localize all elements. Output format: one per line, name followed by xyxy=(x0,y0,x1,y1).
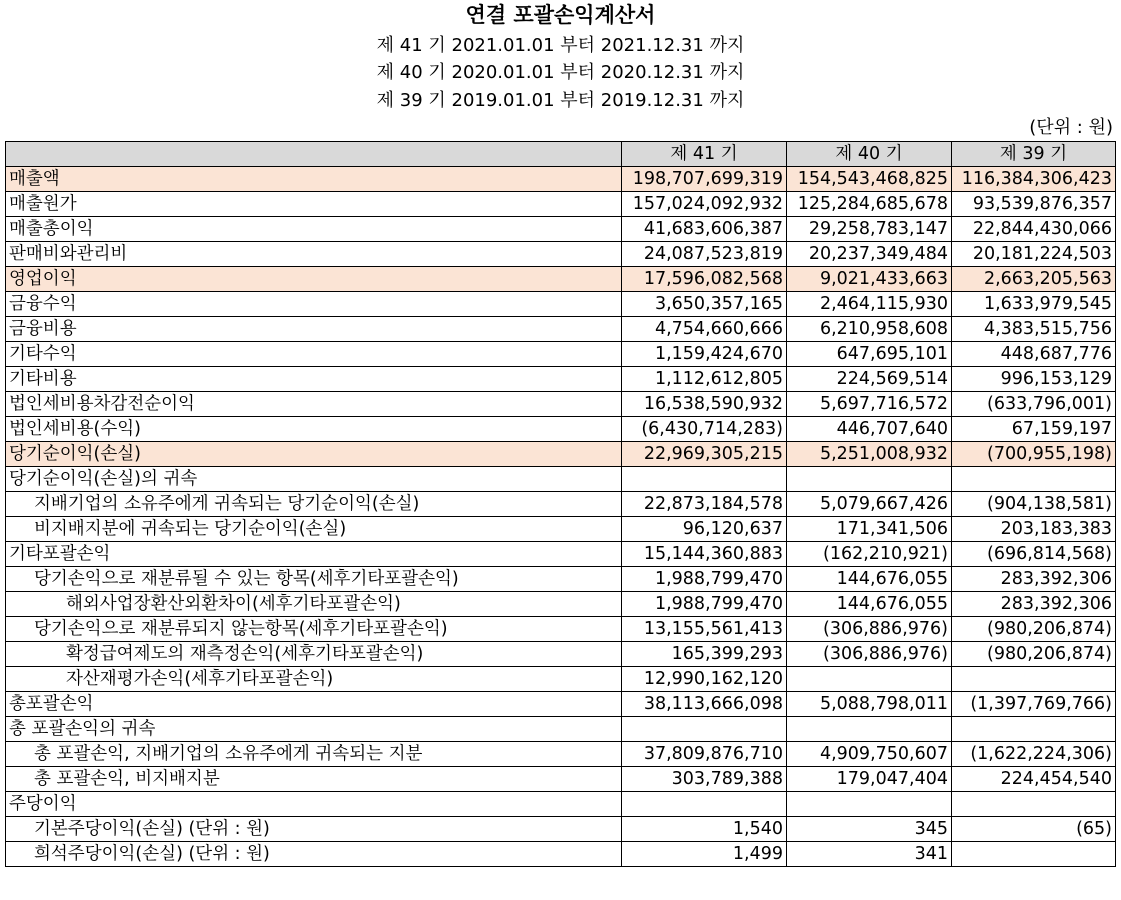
value-cell-41: 17,596,082,568 xyxy=(622,267,787,292)
value-cell-41: 1,499 xyxy=(622,842,787,867)
row-label: 비지배지분에 귀속되는 당기순이익(손실) xyxy=(6,517,622,542)
row-label: 금융수익 xyxy=(6,292,622,317)
value-cell-39: 224,454,540 xyxy=(952,767,1116,792)
value-cell-39: 1,633,979,545 xyxy=(952,292,1116,317)
unit-label: (단위 : 원) xyxy=(1029,117,1113,138)
row-label: 당기손익으로 재분류될 수 있는 항목(세후기타포괄손익) xyxy=(6,567,622,592)
value-cell-39: 4,383,515,756 xyxy=(952,317,1116,342)
header-cell-label xyxy=(6,142,622,167)
value-cell-41: 165,399,293 xyxy=(622,642,787,667)
value-cell-39: 283,392,306 xyxy=(952,592,1116,617)
table-row xyxy=(6,292,1116,317)
value-cell-40: 2,464,115,930 xyxy=(787,292,952,317)
period-line-39: 제 39 기 2019.01.01 부터 2019.12.31 까지 xyxy=(376,90,745,111)
table-row xyxy=(6,242,1116,267)
value-cell-40: 171,341,506 xyxy=(787,517,952,542)
table-row xyxy=(6,517,1116,542)
value-cell-39 xyxy=(952,717,1116,742)
statement-title: 연결 포괄손익계산서 xyxy=(465,3,656,27)
row-label: 총포괄손익 xyxy=(6,692,622,717)
header-cell-41: 제 41 기 xyxy=(622,142,787,167)
table-row xyxy=(6,792,1116,817)
row-label: 당기손익으로 재분류되지 않는항목(세후기타포괄손익) xyxy=(6,617,622,642)
row-label: 당기순이익(손실) xyxy=(6,442,622,467)
value-cell-39: (1,397,769,766) xyxy=(952,692,1116,717)
value-cell-41 xyxy=(622,717,787,742)
value-cell-41: 13,155,561,413 xyxy=(622,617,787,642)
table-row xyxy=(6,192,1116,217)
value-cell-40 xyxy=(787,467,952,492)
table-row xyxy=(6,667,1116,692)
value-cell-41: 24,087,523,819 xyxy=(622,242,787,267)
table-row xyxy=(6,742,1116,767)
value-cell-40: 5,697,716,572 xyxy=(787,392,952,417)
period-line-41: 제 41 기 2021.01.01 부터 2021.12.31 까지 xyxy=(376,35,745,56)
value-cell-40: 20,237,349,484 xyxy=(787,242,952,267)
value-cell-40: 345 xyxy=(787,817,952,842)
value-cell-41: 303,789,388 xyxy=(622,767,787,792)
value-cell-40 xyxy=(787,717,952,742)
table-row xyxy=(6,217,1116,242)
table-row xyxy=(6,417,1116,442)
income-statement-table xyxy=(5,141,1116,867)
table-row xyxy=(6,542,1116,567)
value-cell-39: (1,622,224,306) xyxy=(952,742,1116,767)
row-label: 영업이익 xyxy=(6,267,622,292)
value-cell-39: 22,844,430,066 xyxy=(952,217,1116,242)
table-row xyxy=(6,717,1116,742)
value-cell-41: 22,873,184,578 xyxy=(622,492,787,517)
value-cell-40: 5,079,667,426 xyxy=(787,492,952,517)
value-cell-39: 20,181,224,503 xyxy=(952,242,1116,267)
row-label: 총 포괄손익, 비지배지분 xyxy=(6,767,622,792)
row-label: 매출원가 xyxy=(6,192,622,217)
row-label: 희석주당이익(손실) (단위 : 원) xyxy=(6,842,622,867)
value-cell-39: 996,153,129 xyxy=(952,367,1116,392)
table-row xyxy=(6,817,1116,842)
value-cell-41: 38,113,666,098 xyxy=(622,692,787,717)
value-cell-41: 15,144,360,883 xyxy=(622,542,787,567)
value-cell-41: 1,112,612,805 xyxy=(622,367,787,392)
value-cell-39: (696,814,568) xyxy=(952,542,1116,567)
value-cell-40: 5,251,008,932 xyxy=(787,442,952,467)
row-label: 기본주당이익(손실) (단위 : 원) xyxy=(6,817,622,842)
row-label: 당기순이익(손실)의 귀속 xyxy=(6,467,622,492)
value-cell-41 xyxy=(622,792,787,817)
table-row xyxy=(6,317,1116,342)
value-cell-39 xyxy=(952,467,1116,492)
value-cell-41 xyxy=(622,467,787,492)
value-cell-40: 6,210,958,608 xyxy=(787,317,952,342)
row-label: 기타비용 xyxy=(6,367,622,392)
value-cell-40: 144,676,055 xyxy=(787,592,952,617)
table-row xyxy=(6,267,1116,292)
value-cell-39: (65) xyxy=(952,817,1116,842)
value-cell-40: 125,284,685,678 xyxy=(787,192,952,217)
value-cell-39: (700,955,198) xyxy=(952,442,1116,467)
value-cell-41: 4,754,660,666 xyxy=(622,317,787,342)
row-label: 매출총이익 xyxy=(6,217,622,242)
value-cell-40: 29,258,783,147 xyxy=(787,217,952,242)
value-cell-39: 203,183,383 xyxy=(952,517,1116,542)
value-cell-40: (306,886,976) xyxy=(787,617,952,642)
row-label: 해외사업장환산외환차이(세후기타포괄손익) xyxy=(6,592,622,617)
value-cell-40: (162,210,921) xyxy=(787,542,952,567)
table-header-row xyxy=(6,142,1116,167)
table-row xyxy=(6,617,1116,642)
row-label: 총 포괄손익의 귀속 xyxy=(6,717,622,742)
table-row xyxy=(6,367,1116,392)
value-cell-39: (980,206,874) xyxy=(952,642,1116,667)
table-row xyxy=(6,442,1116,467)
value-cell-41: 96,120,637 xyxy=(622,517,787,542)
value-cell-40: 341 xyxy=(787,842,952,867)
value-cell-39 xyxy=(952,792,1116,817)
value-cell-39: 93,539,876,357 xyxy=(952,192,1116,217)
value-cell-41: 1,540 xyxy=(622,817,787,842)
table-row xyxy=(6,492,1116,517)
table-row xyxy=(6,167,1116,192)
value-cell-40 xyxy=(787,667,952,692)
value-cell-40 xyxy=(787,792,952,817)
row-label: 총 포괄손익, 지배기업의 소유주에게 귀속되는 지분 xyxy=(6,742,622,767)
value-cell-41: (6,430,714,283) xyxy=(622,417,787,442)
value-cell-41: 198,707,699,319 xyxy=(622,167,787,192)
period-line-40: 제 40 기 2020.01.01 부터 2020.12.31 까지 xyxy=(376,62,745,83)
value-cell-41: 157,024,092,932 xyxy=(622,192,787,217)
header-cell-39: 제 39 기 xyxy=(952,142,1116,167)
value-cell-39 xyxy=(952,842,1116,867)
value-cell-41: 12,990,162,120 xyxy=(622,667,787,692)
value-cell-41: 3,650,357,165 xyxy=(622,292,787,317)
row-label: 판매비와관리비 xyxy=(6,242,622,267)
value-cell-40: 224,569,514 xyxy=(787,367,952,392)
row-label: 매출액 xyxy=(6,167,622,192)
table-row xyxy=(6,592,1116,617)
value-cell-41: 1,988,799,470 xyxy=(622,592,787,617)
row-label: 기타포괄손익 xyxy=(6,542,622,567)
value-cell-40: (306,886,976) xyxy=(787,642,952,667)
value-cell-39: (980,206,874) xyxy=(952,617,1116,642)
row-label: 확정급여제도의 재측정손익(세후기타포괄손익) xyxy=(6,642,622,667)
row-label: 기타수익 xyxy=(6,342,622,367)
value-cell-41: 1,159,424,670 xyxy=(622,342,787,367)
value-cell-39: 283,392,306 xyxy=(952,567,1116,592)
table-row xyxy=(6,567,1116,592)
table-row xyxy=(6,392,1116,417)
value-cell-40: 179,047,404 xyxy=(787,767,952,792)
table-row xyxy=(6,467,1116,492)
row-label: 금융비용 xyxy=(6,317,622,342)
table-row xyxy=(6,767,1116,792)
table-row xyxy=(6,842,1116,867)
value-cell-40: 144,676,055 xyxy=(787,567,952,592)
value-cell-41: 22,969,305,215 xyxy=(622,442,787,467)
value-cell-39: 67,159,197 xyxy=(952,417,1116,442)
value-cell-40: 154,543,468,825 xyxy=(787,167,952,192)
value-cell-40: 4,909,750,607 xyxy=(787,742,952,767)
value-cell-40: 647,695,101 xyxy=(787,342,952,367)
table-row xyxy=(6,642,1116,667)
value-cell-40: 446,707,640 xyxy=(787,417,952,442)
value-cell-39: (904,138,581) xyxy=(952,492,1116,517)
value-cell-40: 9,021,433,663 xyxy=(787,267,952,292)
value-cell-39: 116,384,306,423 xyxy=(952,167,1116,192)
value-cell-39: (633,796,001) xyxy=(952,392,1116,417)
value-cell-39 xyxy=(952,667,1116,692)
value-cell-41: 41,683,606,387 xyxy=(622,217,787,242)
value-cell-41: 1,988,799,470 xyxy=(622,567,787,592)
row-label: 법인세비용차감전순이익 xyxy=(6,392,622,417)
header-cell-40: 제 40 기 xyxy=(787,142,952,167)
row-label: 주당이익 xyxy=(6,792,622,817)
value-cell-41: 37,809,876,710 xyxy=(622,742,787,767)
row-label: 자산재평가손익(세후기타포괄손익) xyxy=(6,667,622,692)
row-label: 법인세비용(수익) xyxy=(6,417,622,442)
value-cell-41: 16,538,590,932 xyxy=(622,392,787,417)
row-label: 지배기업의 소유주에게 귀속되는 당기순이익(손실) xyxy=(6,492,622,517)
value-cell-39: 2,663,205,563 xyxy=(952,267,1116,292)
table-row xyxy=(6,692,1116,717)
value-cell-39: 448,687,776 xyxy=(952,342,1116,367)
table-row xyxy=(6,342,1116,367)
value-cell-40: 5,088,798,011 xyxy=(787,692,952,717)
